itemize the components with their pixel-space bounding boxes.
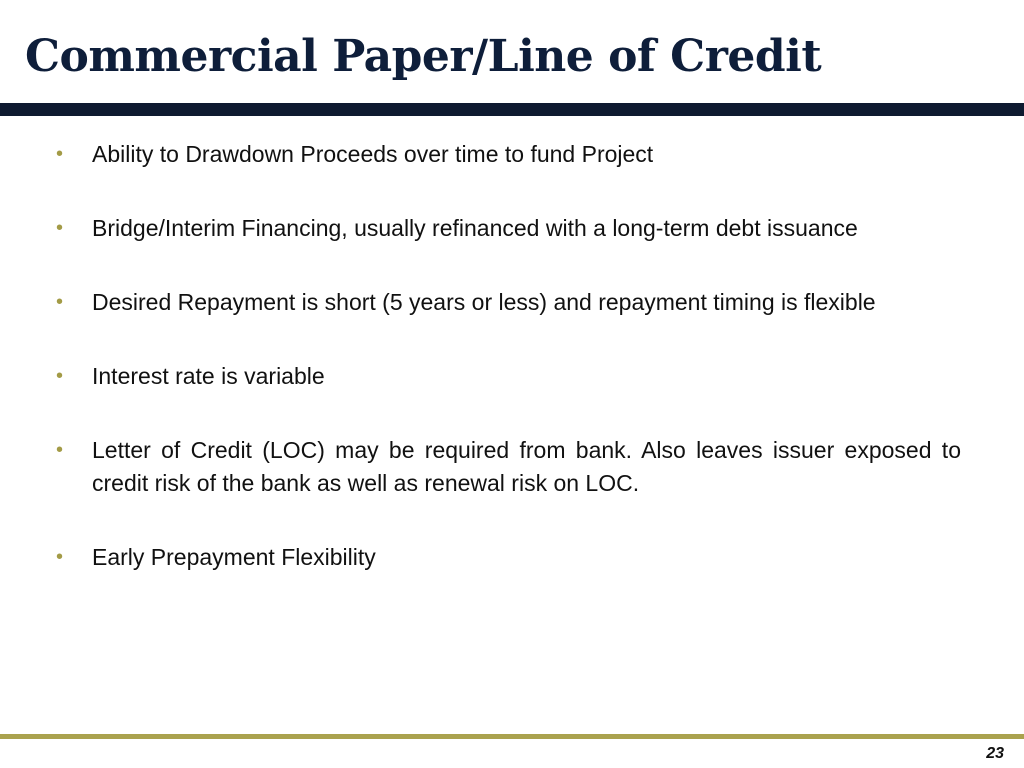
bullet-item (56, 286, 961, 319)
bullet-text: Early Prepayment Flexibility (92, 544, 376, 570)
bullet-item (56, 541, 961, 574)
bullet-text: Ability to Drawdown Proceeds over time to fund Project (92, 141, 654, 167)
bullet-marker-icon: • (56, 217, 64, 239)
footer-divider (0, 734, 1024, 739)
bullet-item (56, 360, 961, 393)
bullet-marker-icon: • (56, 143, 64, 165)
bullet-text: Bridge/Interim Financing, usually refinanced with a long-term debt issuance (92, 215, 858, 241)
slide-title: Commercial Paper/Line of Credit (25, 31, 822, 82)
page-number: 23 (986, 745, 1004, 762)
bullet-item (56, 138, 961, 171)
bullet-text: Interest rate is variable (92, 363, 325, 389)
title-divider (0, 103, 1024, 116)
bullet-marker-icon: • (56, 439, 64, 461)
bullet-item (56, 434, 961, 500)
bullet-marker-icon: • (56, 546, 64, 568)
bullet-item (56, 212, 961, 245)
bullet-marker-icon: • (56, 365, 64, 387)
bullet-text: Letter of Credit (LOC) may be required from bank. Also leaves issuer exposed to credit risk of the bank as well as renewal risk on LOC. (92, 437, 961, 496)
bullet-list (56, 138, 961, 615)
bullet-text: Desired Repayment is short (5 years or less) and repayment timing is flexible (92, 289, 876, 315)
bullet-marker-icon: • (56, 291, 64, 313)
